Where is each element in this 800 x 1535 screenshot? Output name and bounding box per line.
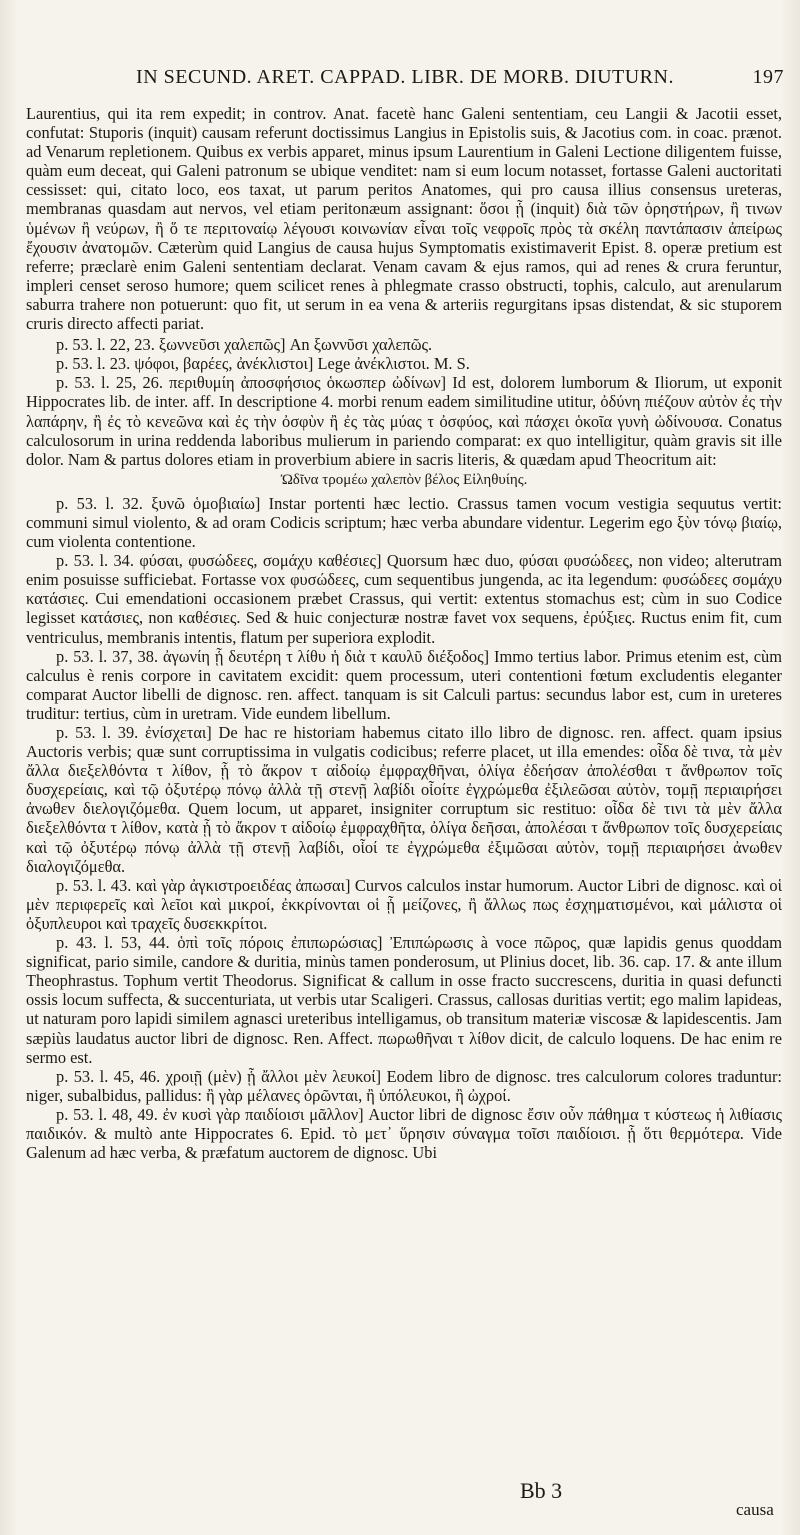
annotation-entry: p. 53. l. 23. ψόφοι, βαρέες, ἀνέκλιστοι] Lege ἀνέκλιστοι. M. S. [56,354,470,374]
annotation-entry: p. 53. l. 37, 38. ἀγωνίη ᾗ δευτέρη τ λίθυ ἡ διὰ τ καυλῦ διέξοδος] Immo tertius labor. Primus etenim est, cùm calculus è renis corpore in cavitatem excidit: quem processum, uteri contentioni fœtum excludentis eleganter comparat Auctor libelli de dignosc. ren. affect. tanquam is sit Calculi partus: secundus labor est, cum in ureteres truditur: tertius, cùm in uretram. Vide eundem libellum. [26,646,782,723]
annotation-entry: p. 43. l. 53, 44. ὁπὶ τοῖς πόροις ἐπιπωρώσιας] Ἐπιπώρωσις à voce πῶρος, quæ lapidis genus quoddam significat, pario simile, candore & duritia, minùs tamen ponderosum, ut Plinius docet, lib. 36. cap. 17. & ante illum Theophrastus. Tophum vertit Theodorus. Significat & callum in osse fracto succrescens, duritia in quasi defuncti ossis locum suffecta, & succenturiata, ut verbis utar Scaligeri. Crassus, callosas duritias vertit; ego malim lapideas, ut naturam poro lapidi similem agnasci ureteribus intelligamus, ob transitum materiæ viscosæ & lapidescentis. Jam sæpiùs laudatus auctor libri de dignosc. Ren. Affect. πωρωθῆναι τ λίθον dicit, de calculo loquens. De hac enim re sermo est. [26,933,782,1067]
paragraph: Laurentius, qui ita rem expedit; in controv. Anat. facetè hanc Galeni sententiam, ceu Langii & Jacotii esset, confutat: Stuporis (inquit) causam referunt doctissimus Langius in Epistolis suis, & Jacotius com. in coac. prænot. ad Venarum repletionem. Quibus ex verbis apparet, minus ipsum Laurentium in Galeni Lectione diligentem fuisse, quàm eum deceat, qui Galeni patronum se ubique venditet: nam si eum locum notasset, fortasse Galeni auctoritati cessisset: qui, citato loco, eos taxat, ut parum peritos Anatomes, qui pro causa illius consensus ureteras, membranas quasdam aut nervos, vel etiam peritonæum assignant: ὅσοι ᾗ (inquit) διὰ τῶν ὀρηστήρων, ἢ τινων ὑμένων ἢ νεύρων, ἢ ὅ τε περιτοναίῳ λέγουσι κοινωνίαν εἶναι τοῖς νεφροῖς πρὸς τὰ σκέλη παντάπασιν ἀπείρως ἔχουσιν ἀνατομῶν. Cæterùm quid Langius de causa hujus Symptomatis existimaverit Epist. 8. operæ pretium est referre; præclarè enim Galeni sententiam declarat. Venam cavam & ejus ramos, qui ad renes & crura feruntur, impleri censet seroso humore; quem scilicet renes à phlegmate crasso obstructi, tophis, calculo, aut arenularum saburra trahere non potuerunt: quo fit, ut serum in ea vena & arteriis regurgitans ipsas distendat, & sic stuporem cruris directo affecti pariat. [26,104,782,334]
signature-mark: Bb 3 [520,1478,563,1503]
catchword: causa [736,1500,774,1519]
quotation-line: Ὠδῖνα τρομέω χαλεπὸν βέλος Εἰληθυίης. [280,471,528,488]
annotation-entry: p. 53. l. 22, 23. ξωννεῦσι χαλεπῶς] An ξωννῦσι χαλεπῶς. [56,335,433,355]
running-title: IN SECUND. ARET. CAPPAD. LIBR. DE MORB. DIUTURN. [136,66,674,88]
page-number: 197 [752,66,784,88]
annotation-entry: p. 53. l. 39. ἐνίσχεται] De hac re historiam habemus citato illo libro de dignosc. ren. affect. quam ipsius Auctoris verbis; quæ sunt corruptissima in vulgatis codicibus; referre placet, ut illa emendes: οἶδα δὲ τινα, τὰ μὲν ἄλλα διεξελθόντα τ λίθον, ᾗ τὸ ἄκρον τ αἰδοίῳ ἐμφραχθῆναι, ὀλίγα ἐδεήσαν ἀπολέσθαι τ ἄνθρωπον τοῖς δυσχερείαις, καὶ τῷ ὀξυτέρῳ πόνῳ ἀλλὰ τῇ στενῇ λαβίδι οἷοίτε ἐγχρώμεθα ἐξιλεῶσαι αὐτὸν, τομῇ περιαιρήσει ἀνωθεν διελογιζόμεθα. Quem locum, ut apparet, insigniter corruptum sic restituo: οἶδα δὲ τινι τὰ μὲν ἄλλα διεξελθόντα τ λίθον, κατὰ ᾗ τὸ ἄκρον τ αἰδοίῳ ἐμφραχθῆτα, ὀλίγα δεῆσαι, ἀπολέσαι τ ἄνθρωπον τοῖς δυσχερείαις καὶ τῷ ὀξυτέρῳ πόνῳ ἀλλὰ τῇ στενῇ λαβίδι, οἷοί τε ἐγχρώμεθα ἐξιμῶσαι αὐτὸν, τομῇ περιαιρήσει ἀνωθεν διαλογιζόμεθα. [26,723,782,876]
page-body [26,104,782,1162]
annotation-entry: p. 53. l. 32. ξυνῶ ὁμοβιαίω] Instar portenti hæc lectio. Crassus tamen vocum vestigia sequutus vertit: communi simul violento, & ad oram Codicis scriptum; hæc verba abundare videntur. Legerim ego ξὺν τόνῳ βιαίῳ, cum violenta contentione. [26,493,782,552]
annotation-entry: p. 53. l. 43. καὶ γὰρ ἀγκιστροειδέας ἀπωσαι] Curvos calculos instar humorum. Auctor Libri de dignosc. καὶ οἱ μὲν περιφερεῖς καὶ λεῖοι καὶ μικροί, ἐκκρίνονται οἱ ᾗ μείζονες, ἢ ἄλλως πως ἐσχηματισμένοι, καὶ μάλιστα οἱ ὀξυπλευροι καὶ τραχεῖς δυσεκκρίτοι. [26,875,782,933]
annotation-entry: p. 53. l. 34. φύσαι, φυσώδεες, σομάχυ καθέσιες] Quorsum hæc duo, φύσαι φυσώδεες, non video; alterutram enim posuisse sufficiebat. Fortasse vox φυσώδεες, cum sequentibus jungenda, ac ita legendum: φυσώδεες σομάχυ κατάσιες. Cui emendationi occasionem præbet Crassus, qui vertit: extentus stomachus est; cùm in suo Codice legisset κατάσιες, non καθέσιες. Sed & huic conjecturæ nostræ favet vox sequens, ἐρύξιες. Ructus enim fit, cum ventriculus, membranis intentis, flatum per superiora explodit. [26,551,782,647]
annotation-entry: p. 53. l. 48, 49. ἐν κυσὶ γὰρ παιδίοισι μᾶλλον] Auctor libri de dignosc ἔσιν οὖν πάθημα τ κύστεως ἡ λιθίασις παιδικόν. & multò ante Hippocrates 6. Epid. τὸ μετ᾽ ὕρησιν σύναγμα τοῖσι παιδίοισι. ᾗ ὅτι θερμότερα. Vide Galenum ad hæc verba, & præfatum auctorem de dignosc. Ubi [26,1104,782,1163]
annotation-entry: p. 53. l. 45, 46. χροιῇ (μὲν) ᾗ ἄλλοι μὲν λευκοί] Eodem libro de dignosc. tres calculorum colores traduntur: niger, subalbidus, pallidus: ἢ γὰρ μέλανες ὁρῶνται, ἢ ὑπόλευκοι, ἢ ὠχροί. [26,1066,782,1105]
running-header [40,66,784,89]
annotation-entry: p. 53. l. 25, 26. περιθυμίη ἀποσφήσιος ὁκωσπερ ὠδίνων] Id est, dolorem lumborum & Iliorum, ut exponit Hippocrates lib. de inter. aff. In descriptione 4. morbi renum eadem similitudine utitur, ὀδύνη πιέζουν αὐτὸν ἐς τὴν λαπάρην, ἢ ἐς τὸ κενεῶνα καὶ ἐς τὴν ὀσφὺν ἢ ἐς τὰς μύας τ ὀσφύος, καὶ πάσχει ὁκοῖα γυνὴ ὠδίνουσα. Conatus calculosorum in urina reddenda laboribus mulierum in pariendo comparat: ex quo intelligitur, quàm gravis sit ille dolor. Nam & partus dolores etiam in proverbium abiere in sacris literis, & quædam apud Theocritum ait: [26,373,782,469]
